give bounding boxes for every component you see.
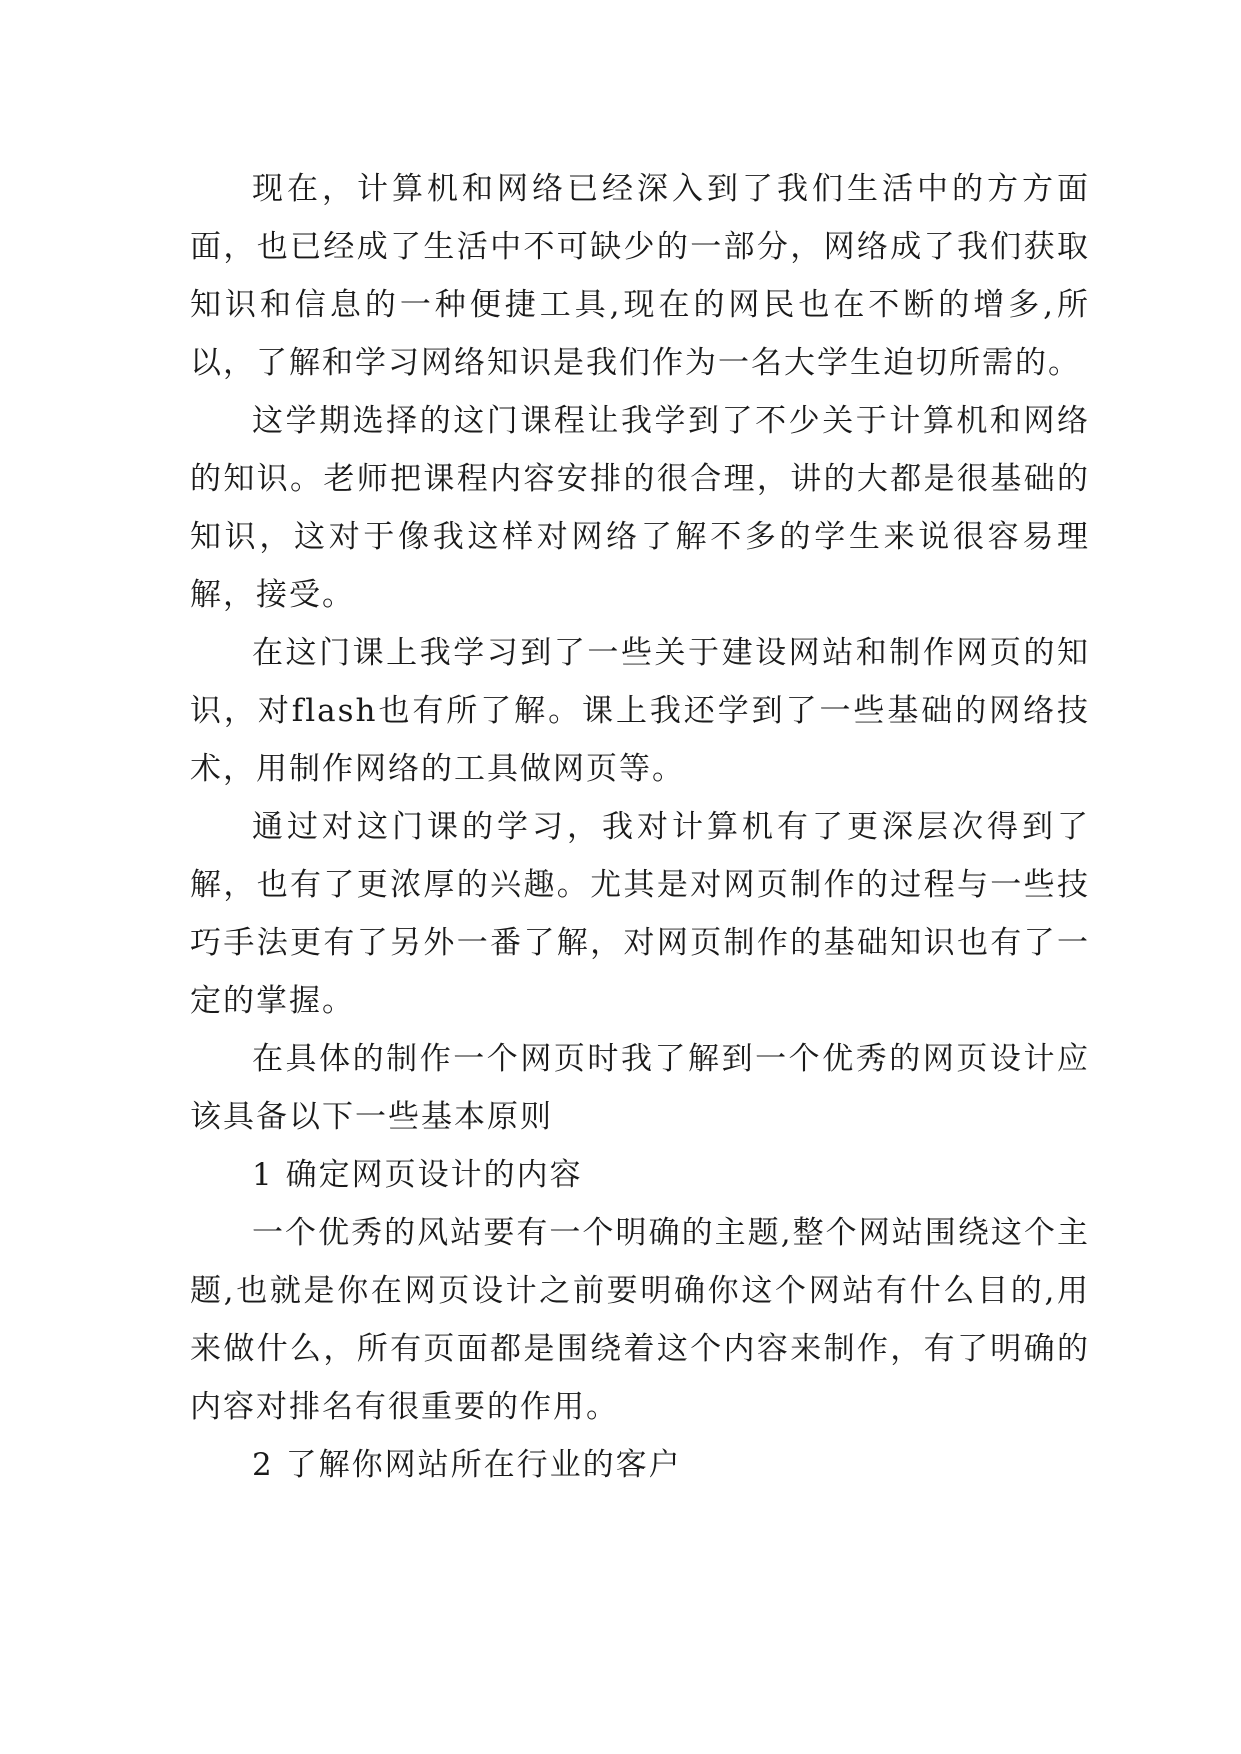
paragraph: 这学期选择的这门课程让我学到了不少关于计算机和网络的知识。老师把课程内容安排的很合理，讲的大都是很基础的知识，这对于像我这样对网络了解不多的学生来说很容易理解，接受。 — [190, 403, 1090, 613]
paragraph: 通过对这门课的学习，我对计算机有了更深层次得到了解，也有了更浓厚的兴趣。尤其是对网页制作的过程与一些技巧手法更有了另外一番了解，对网页制作的基础知识也有了一定的掌握。 — [190, 809, 1090, 1019]
list-heading-2: 2 了解你网站所在行业的客户 — [252, 1447, 682, 1483]
document-body — [190, 160, 1090, 1494]
paragraph: 一个优秀的风站要有一个明确的主题,整个网站围绕这个主题,也就是你在网页设计之前要明确你这个网站有什么目的,用来做什么，所有页面都是围绕着这个内容来制作，有了明确的内容对排名有很重要的作用。 — [190, 1215, 1090, 1425]
paragraph: 现在，计算机和网络已经深入到了我们生活中的方方面面，也已经成了生活中不可缺少的一部分，网络成了我们获取知识和信息的一种便捷工具,现在的网民也在不断的增多,所以，了解和学习网络知识是我们作为一名大学生迫切所需的。 — [190, 171, 1090, 381]
paragraph: 在具体的制作一个网页时我了解到一个优秀的网页设计应该具备以下一些基本原则 — [190, 1041, 1090, 1135]
list-heading-1: 1 确定网页设计的内容 — [252, 1157, 583, 1193]
paragraph: 在这门课上我学习到了一些关于建设网站和制作网页的知识，对flash也有所了解。课上我还学到了一些基础的网络技术，用制作网络的工具做网页等。 — [190, 635, 1090, 787]
